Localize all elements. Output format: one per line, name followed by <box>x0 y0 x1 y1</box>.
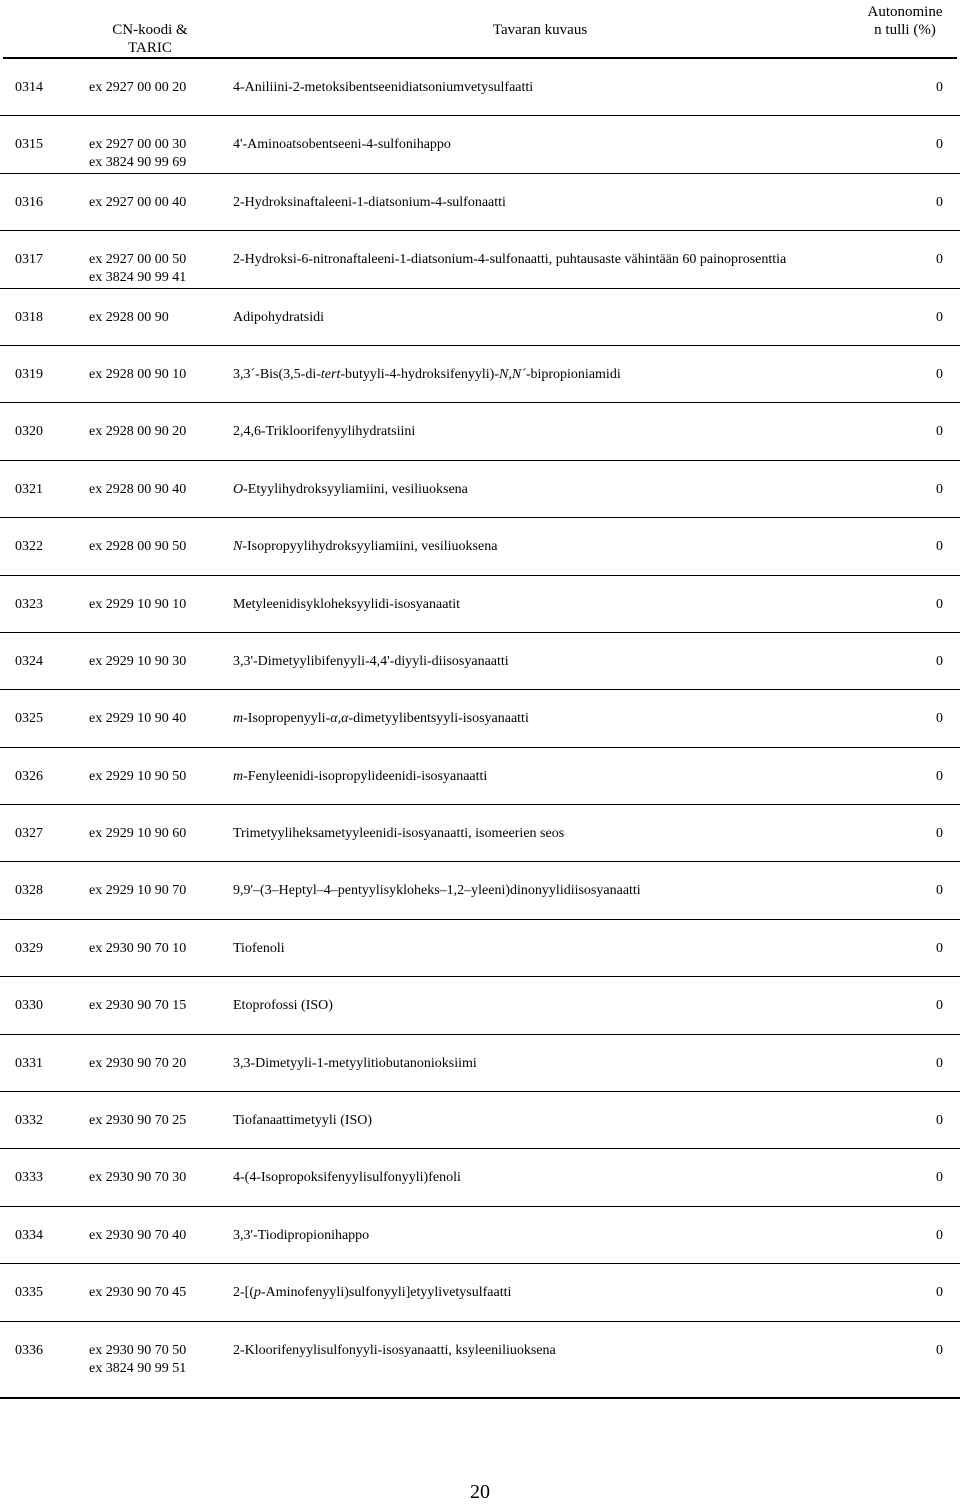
cn-code-line: ex 2930 90 70 40 <box>89 1227 187 1243</box>
table-row <box>0 748 960 805</box>
goods-description: Adipohydratsidi <box>233 309 324 325</box>
cn-code <box>89 997 229 1015</box>
table-row <box>0 461 960 518</box>
serial-number: 0320 <box>15 424 43 440</box>
serial-number: 0326 <box>15 768 43 784</box>
goods-description <box>233 366 845 384</box>
cn-code-line: ex 2929 10 90 10 <box>89 596 187 612</box>
serial-number: 0322 <box>15 539 43 555</box>
table-row <box>0 518 960 575</box>
header-autonomous-line2: n tulli (%) <box>874 22 936 38</box>
table-row <box>0 1035 960 1092</box>
duty-rate: 0 <box>936 711 943 727</box>
goods-description: Etoprofossi (ISO) <box>233 998 333 1014</box>
table-row <box>0 920 960 977</box>
description-italic: α,α <box>330 711 349 727</box>
cn-code-line: ex 2929 10 90 50 <box>89 768 187 784</box>
goods-description: Tiofanaattimetyyli (ISO) <box>233 1113 373 1129</box>
serial-number: 0324 <box>15 653 43 669</box>
goods-description: 2,4,6-Trikloorifenyylihydratsiini <box>233 424 416 440</box>
table-row <box>0 977 960 1034</box>
cn-code-line: ex 2929 10 90 30 <box>89 653 187 669</box>
duty-rate: 0 <box>936 366 943 382</box>
goods-description: Metyleenidisykloheksyylidi-isosyanaatit <box>233 596 461 612</box>
description-italic: N <box>233 539 243 555</box>
cn-code <box>89 309 229 327</box>
cn-code-line: ex 2930 90 70 20 <box>89 1055 187 1071</box>
cn-code-line: ex 2928 00 90 20 <box>89 424 187 440</box>
serial-number: 0327 <box>15 826 43 842</box>
cn-code <box>89 1169 229 1187</box>
duty-rate: 0 <box>936 826 943 842</box>
description-text: -bipropioniamidi <box>525 366 621 382</box>
serial-number: 0329 <box>15 940 43 956</box>
cn-code <box>89 1227 229 1245</box>
cn-code-line: ex 2929 10 90 40 <box>89 711 187 727</box>
description-italic: N,N´ <box>498 366 526 382</box>
description-text: -dimetyylibentsyyli-isosyanaatti <box>348 711 529 727</box>
serial-number: 0321 <box>15 481 43 497</box>
serial-number: 0332 <box>15 1113 43 1129</box>
cn-code-line: ex 2930 90 70 30 <box>89 1170 187 1186</box>
goods-description: 4-(4-Isopropoksifenyylisulfonyyli)fenoli <box>233 1170 461 1186</box>
cn-code <box>89 768 229 786</box>
table-row <box>0 862 960 919</box>
serial-number: 0317 <box>15 252 43 268</box>
goods-description: 9,9'–(3–Heptyl–4–pentyylisykloheks–1,2–yleeni)dinonyylidiisosyanaatti <box>233 883 641 899</box>
cn-code-line: ex 2930 90 70 45 <box>89 1285 187 1301</box>
cn-code <box>89 251 229 287</box>
cn-code-line: ex 2927 00 00 40 <box>89 194 187 210</box>
cn-code <box>89 825 229 843</box>
cn-code <box>89 366 229 384</box>
description-italic: O <box>233 481 244 497</box>
table-row <box>0 231 960 288</box>
serial-number: 0333 <box>15 1170 43 1186</box>
duty-rate: 0 <box>936 481 943 497</box>
cn-code-line: ex 2930 90 70 15 <box>89 998 187 1014</box>
header-autonomous-line1: Autonomine <box>867 4 943 20</box>
duty-rate: 0 <box>936 137 943 153</box>
cn-code-line: ex 2927 00 00 20 <box>89 80 187 95</box>
header-autonomous-duty <box>850 3 960 39</box>
table-row <box>0 59 960 116</box>
cn-code <box>89 882 229 900</box>
cn-code-line: ex 2928 00 90 40 <box>89 481 187 497</box>
table-row <box>0 1207 960 1264</box>
duty-rate: 0 <box>936 252 943 268</box>
serial-number: 0325 <box>15 711 43 727</box>
cn-code <box>89 1112 229 1130</box>
header-cn-code <box>80 21 220 57</box>
serial-number: 0323 <box>15 596 43 612</box>
duty-rate: 0 <box>936 1055 943 1071</box>
cn-code <box>89 538 229 556</box>
duty-rate: 0 <box>936 309 943 325</box>
goods-description <box>233 710 845 728</box>
cn-code <box>89 1055 229 1073</box>
table-row <box>0 1092 960 1149</box>
table-row <box>0 1264 960 1321</box>
description-text: -Isopropyylihydroksyyliamiini, vesiliuoksena <box>242 539 498 555</box>
header-cn-line2: TARIC <box>128 40 172 56</box>
duty-rate: 0 <box>936 940 943 956</box>
description-italic: m <box>233 711 244 727</box>
cn-code <box>89 194 229 212</box>
serial-number: 0315 <box>15 137 43 153</box>
cn-code <box>89 653 229 671</box>
serial-number: 0334 <box>15 1227 43 1243</box>
tariff-table <box>0 59 960 1399</box>
goods-description <box>233 1284 845 1302</box>
duty-rate: 0 <box>936 1342 943 1358</box>
description-text: 3,3´-Bis(3,5-di- <box>233 366 321 382</box>
goods-description: 3,3-Dimetyyli-1-metyylitiobutanonioksiimi <box>233 1055 477 1071</box>
serial-number: 0316 <box>15 194 43 210</box>
cn-code <box>89 136 229 172</box>
cn-code-line: ex 2928 00 90 <box>89 309 169 325</box>
description-italic: tert <box>320 366 341 382</box>
cn-code-line: ex 2929 10 90 60 <box>89 826 187 842</box>
cn-code <box>89 940 229 958</box>
cn-code-line: ex 2930 90 70 50 <box>89 1342 187 1358</box>
table-row <box>0 633 960 690</box>
table-row <box>0 346 960 403</box>
cn-code-line: ex 2929 10 90 70 <box>89 883 187 899</box>
duty-rate: 0 <box>936 768 943 784</box>
table-row <box>0 576 960 633</box>
description-italic: m <box>233 768 244 784</box>
cn-code-line: ex 2930 90 70 25 <box>89 1113 187 1129</box>
description-italic: p <box>254 1285 261 1301</box>
goods-description: 4-Aniliini-2-metoksibentseenidiatsoniumvetysulfaatti <box>233 80 534 95</box>
table-row <box>0 690 960 747</box>
cn-code <box>89 79 229 97</box>
cn-code-line: ex 2930 90 70 10 <box>89 940 187 956</box>
header-cn-line1: CN-koodi & <box>112 22 188 38</box>
cn-code-line: ex 2927 00 00 50 <box>89 252 187 268</box>
duty-rate: 0 <box>936 883 943 899</box>
duty-rate: 0 <box>936 1227 943 1243</box>
goods-description: 4'-Aminoatsobentseeni-4-sulfonihappo <box>233 137 451 153</box>
goods-description <box>233 481 845 499</box>
cn-code <box>89 1342 229 1378</box>
serial-number: 0335 <box>15 1285 43 1301</box>
duty-rate: 0 <box>936 194 943 210</box>
serial-number: 0314 <box>15 80 43 95</box>
cn-code <box>89 1284 229 1302</box>
duty-rate: 0 <box>936 1113 943 1129</box>
cn-code <box>89 596 229 614</box>
page-number: 20 <box>470 1481 490 1503</box>
table-row <box>0 116 960 173</box>
table-row <box>0 1149 960 1206</box>
cn-code <box>89 481 229 499</box>
table-row <box>0 289 960 346</box>
table-row <box>0 805 960 862</box>
cn-code-line: ex 2928 00 90 10 <box>89 366 187 382</box>
serial-number: 0328 <box>15 883 43 899</box>
serial-number: 0319 <box>15 366 43 382</box>
serial-number: 0331 <box>15 1055 43 1071</box>
table-header <box>0 0 960 59</box>
duty-rate: 0 <box>936 998 943 1014</box>
goods-description <box>233 768 845 786</box>
duty-rate: 0 <box>936 1170 943 1186</box>
cn-code-line: ex 3824 90 99 41 <box>89 270 187 286</box>
goods-description: 2-Kloorifenyylisulfonyyli-isosyanaatti, ksyleeniliuoksena <box>233 1342 556 1358</box>
table-row <box>0 403 960 460</box>
serial-number: 0336 <box>15 1342 43 1358</box>
duty-rate: 0 <box>936 424 943 440</box>
serial-number: 0318 <box>15 309 43 325</box>
cn-code-line: ex 2927 00 00 30 <box>89 137 187 153</box>
goods-description: Trimetyyliheksametyyleenidi-isosyanaatti, isomeerien seos <box>233 826 565 842</box>
duty-rate: 0 <box>936 539 943 555</box>
duty-rate: 0 <box>936 596 943 612</box>
goods-description <box>233 538 845 556</box>
duty-rate: 0 <box>936 1285 943 1301</box>
goods-description: 3,3'-Dimetyylibifenyyli-4,4'-diyyli-diisosyanaatti <box>233 653 509 669</box>
duty-rate: 0 <box>936 80 943 95</box>
description-text: -butyyli-4-hydroksifenyyli)- <box>340 366 499 382</box>
description-text: 2-[( <box>233 1285 254 1301</box>
goods-description: 3,3'-Tiodipropionihappo <box>233 1227 370 1243</box>
serial-number: 0330 <box>15 998 43 1014</box>
description-text: -Fenyleenidi-isopropylideenidi-isosyanaatti <box>243 768 488 784</box>
cn-code-line: ex 3824 90 99 69 <box>89 155 187 171</box>
cn-code <box>89 710 229 728</box>
table-row <box>0 1322 960 1399</box>
description-text: -Isopropenyyli- <box>243 711 331 727</box>
goods-description: 2-Hydroksinaftaleeni-1-diatsonium-4-sulfonaatti <box>233 194 506 210</box>
goods-description: Tiofenoli <box>233 940 285 956</box>
cn-code <box>89 423 229 441</box>
cn-code-line: ex 3824 90 99 51 <box>89 1360 187 1376</box>
duty-rate: 0 <box>936 653 943 669</box>
description-text: -Etyylihydroksyyliamiini, vesiliuoksena <box>243 481 468 497</box>
header-description: Tavaran kuvaus <box>492 22 588 38</box>
goods-description: 2-Hydroksi-6-nitronaftaleeni-1-diatsonium-4-sulfonaatti, puhtausaste vähintään 60 painoprosenttia <box>233 252 787 268</box>
description-text: -Aminofenyyli)sulfonyyli]etyylivetysulfaatti <box>261 1285 512 1301</box>
cn-code-line: ex 2928 00 90 50 <box>89 539 187 555</box>
table-row <box>0 174 960 231</box>
